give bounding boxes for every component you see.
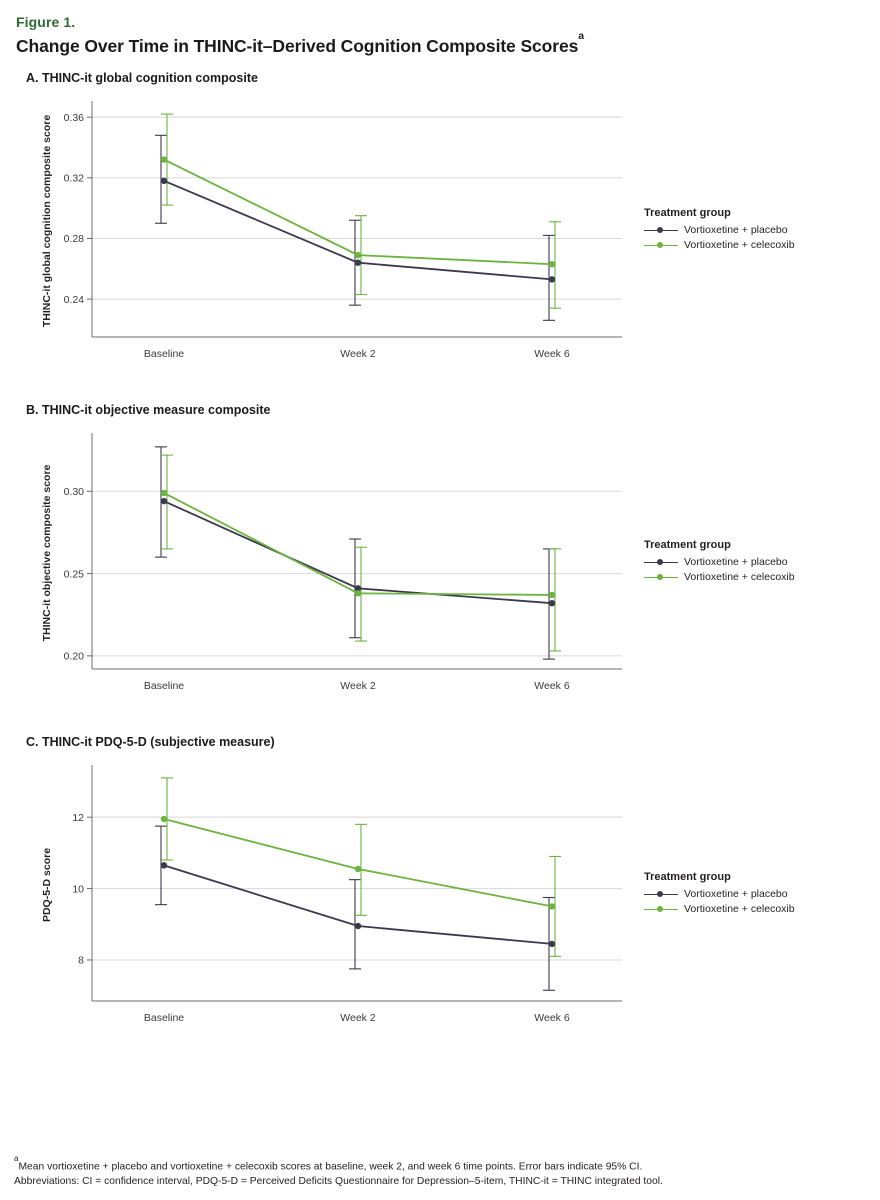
- footnote-abbrev: Abbreviations: CI = confidence interval, PDQ-5-D = Perceived Deficits Questionnaire for Depression–5-item, THINC-it = THINC integrated tool.: [14, 1176, 663, 1188]
- svg-text:Baseline: Baseline: [143, 1012, 185, 1024]
- legend-marker-placebo-icon: [644, 889, 678, 899]
- svg-text:0.25: 0.25: [63, 568, 84, 581]
- legend-title: Treatment group: [644, 539, 731, 551]
- footnote-a: [14, 1153, 866, 1175]
- legend-label-placebo: Vortioxetine + placebo: [684, 556, 788, 568]
- figure-title-superscript: a: [578, 29, 584, 42]
- panel-a-legend: [644, 207, 795, 254]
- svg-text:THINC-it global cognition comp: THINC-it global cognition composite score: [41, 114, 53, 328]
- legend-marker-placebo-icon: [644, 557, 678, 567]
- svg-text:Week 6: Week 6: [534, 348, 570, 360]
- legend-marker-celecoxib-icon: [644, 572, 678, 582]
- svg-text:10: 10: [72, 883, 84, 896]
- svg-text:Week 2: Week 2: [340, 348, 376, 360]
- legend-label-placebo: Vortioxetine + placebo: [684, 888, 788, 900]
- svg-text:12: 12: [72, 811, 84, 824]
- svg-text:0.30: 0.30: [63, 485, 84, 498]
- svg-text:0.28: 0.28: [63, 233, 84, 246]
- figure-label: Figure 1.: [16, 14, 76, 30]
- legend-item-placebo: [644, 556, 795, 568]
- panel-c-legend: [644, 871, 795, 918]
- legend-item-placebo: [644, 224, 795, 236]
- svg-text:Week 2: Week 2: [340, 1012, 376, 1024]
- figure-title: [16, 29, 866, 57]
- footnote-a-text: Mean vortioxetine + placebo and vortioxetine + celecoxib scores at baseline, week 2, and week 6 time points. Error bars indicate 95% CI.: [18, 1161, 643, 1173]
- svg-text:Week 6: Week 6: [534, 1012, 570, 1024]
- panel-a-plot: [14, 89, 866, 389]
- legend-label-celecoxib: Vortioxetine + celecoxib: [684, 571, 795, 583]
- panel-a: [14, 71, 866, 389]
- panel-c-title: C. THINC-it PDQ-5-D (subjective measure): [26, 735, 275, 749]
- svg-text:0.36: 0.36: [63, 111, 84, 124]
- panel-b-plot: [14, 421, 866, 721]
- legend-item-celecoxib: [644, 239, 795, 251]
- legend-item-celecoxib: [644, 571, 795, 583]
- svg-text:Baseline: Baseline: [143, 348, 185, 360]
- footnote-marker: a: [14, 1153, 19, 1163]
- legend-marker-celecoxib-icon: [644, 240, 678, 250]
- svg-text:Week 6: Week 6: [534, 680, 570, 692]
- legend-label-celecoxib: Vortioxetine + celecoxib: [684, 239, 795, 251]
- legend-label-placebo: Vortioxetine + placebo: [684, 224, 788, 236]
- svg-text:PDQ-5-D score: PDQ-5-D score: [41, 847, 53, 923]
- panel-b: [14, 403, 866, 721]
- panel-b-legend: [644, 539, 795, 586]
- legend-item-placebo: [644, 888, 795, 900]
- svg-text:0.32: 0.32: [63, 172, 84, 185]
- svg-text:Baseline: Baseline: [143, 680, 185, 692]
- svg-text:8: 8: [78, 954, 84, 967]
- svg-text:THINC-it objective composite s: THINC-it objective composite score: [41, 464, 53, 642]
- svg-text:Week 2: Week 2: [340, 680, 376, 692]
- footnotes: [14, 1153, 866, 1190]
- figure-title-text: Change Over Time in THINC-it–Derived Cognition Composite Scores: [16, 36, 579, 56]
- panel-b-chart-svg: [14, 421, 634, 711]
- panel-c-plot: [14, 753, 866, 1053]
- legend-item-celecoxib: [644, 903, 795, 915]
- panel-b-title: B. THINC-it objective measure composite: [26, 403, 271, 417]
- legend-marker-celecoxib-icon: [644, 904, 678, 914]
- panel-c: [14, 735, 866, 1053]
- svg-text:0.24: 0.24: [63, 293, 84, 306]
- svg-text:0.20: 0.20: [63, 650, 84, 663]
- panel-c-chart-svg: [14, 753, 634, 1043]
- panel-a-chart-svg: [14, 89, 634, 379]
- legend-title: Treatment group: [644, 871, 731, 883]
- legend-title: Treatment group: [644, 207, 731, 219]
- legend-marker-placebo-icon: [644, 225, 678, 235]
- legend-label-celecoxib: Vortioxetine + celecoxib: [684, 903, 795, 915]
- panel-a-title: A. THINC-it global cognition composite: [26, 71, 258, 85]
